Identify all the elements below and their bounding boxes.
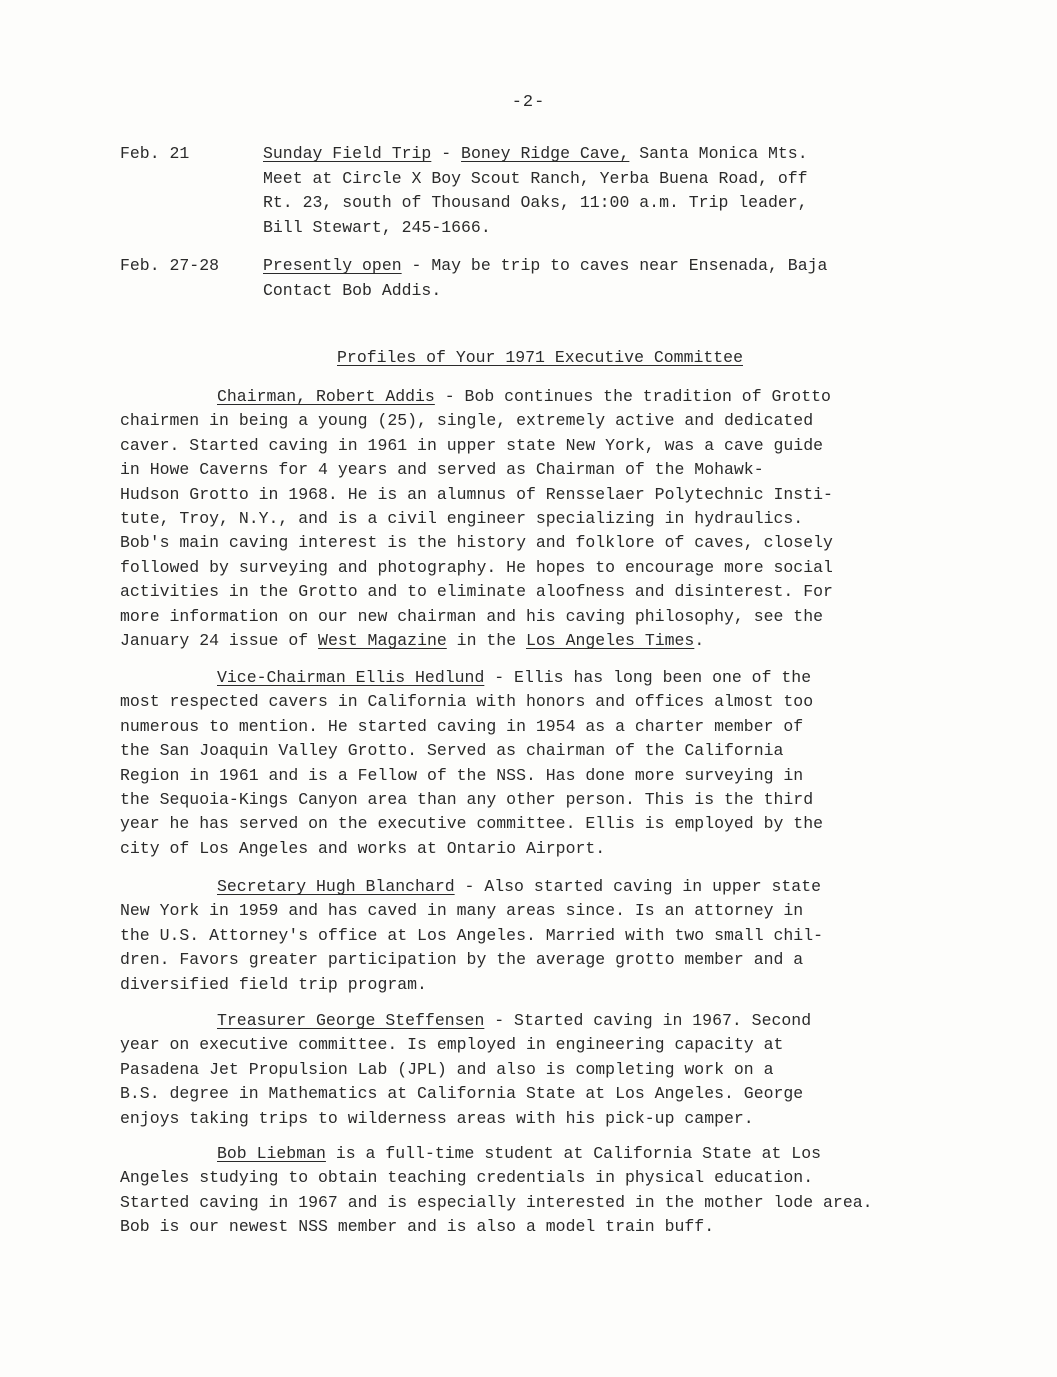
event-title: Presently open xyxy=(263,256,402,275)
profile-first-line xyxy=(120,385,950,409)
profile-line: tute, Troy, N.Y., and is a civil engineer specializing in hydraulics. xyxy=(120,509,804,529)
profile-first-rest: - Also started caving in upper state xyxy=(454,877,822,896)
profile-line: Region in 1961 and is a Fellow of the NSS. Has done more surveying in xyxy=(120,765,804,785)
event-first-rest: - May be trip to caves near Ensenada, Baja xyxy=(401,256,828,275)
event-line: Bill Stewart, 245-1666. xyxy=(263,217,491,237)
profile-vice-chairman xyxy=(120,666,950,861)
profile-line: dren. Favors greater participation by the average grotto member and a xyxy=(120,950,804,970)
profile-line: chairmen in being a young (25), single, extremely active and dedicated xyxy=(120,411,814,431)
profile-first-rest: - Started caving in 1967. Second xyxy=(484,1011,812,1030)
event-first-line xyxy=(263,142,923,167)
profile-last-line xyxy=(120,629,950,653)
profile-name: Treasurer George Steffensen xyxy=(217,1011,485,1030)
profile-line: numerous to mention. He started caving in 1954 as a charter member of xyxy=(120,716,804,736)
event-place: Boney Ridge Cave, xyxy=(461,144,630,163)
profile-line: followed by surveying and photography. He hopes to encourage more social xyxy=(120,557,833,577)
magazine-title: West Magazine xyxy=(318,631,447,651)
event-date: Feb. 21 xyxy=(120,144,190,163)
profile-line: in Howe Caverns for 4 years and served as Chairman of the Mohawk- xyxy=(120,460,764,480)
profile-first-line xyxy=(120,1142,950,1166)
profile-line: most respected cavers in California with honors and offices almost too xyxy=(120,692,814,712)
profile-last-pre: January 24 issue of xyxy=(120,631,319,651)
profile-line: more information on our new chairman and his caving philosophy, see the xyxy=(120,606,824,626)
section-title xyxy=(0,348,1057,367)
profile-first-line xyxy=(120,1009,950,1033)
event-first-line xyxy=(263,254,923,279)
profile-line: the San Joaquin Valley Grotto. Served as chairman of the California xyxy=(120,741,784,761)
profile-line: New York in 1959 and has caved in many areas since. Is an attorney in xyxy=(120,901,804,921)
event-title: Sunday Field Trip xyxy=(263,144,432,163)
profile-line: the Sequoia-Kings Canyon area than any other person. This is the third xyxy=(120,790,814,810)
profile-line: Started caving in 1967 and is especially interested in the mother lode area. xyxy=(120,1192,873,1212)
profile-line: enjoys taking trips to wilderness areas with his pick-up camper. xyxy=(120,1108,754,1128)
profile-last-mid: in the xyxy=(446,631,526,651)
profile-last-post: . xyxy=(694,631,705,651)
event-first-rest: Santa Monica Mts. xyxy=(629,144,808,163)
profile-line: year he has served on the executive committee. Ellis is employed by the xyxy=(120,814,824,834)
profile-line: Bob is our newest NSS member and is also a model train buff. xyxy=(120,1217,715,1237)
event-line: Meet at Circle X Boy Scout Ranch, Yerba Buena Road, off xyxy=(263,168,808,188)
profile-line: Hudson Grotto in 1968. He is an alumnus of Rensselaer Polytechnic Insti- xyxy=(120,484,833,504)
profile-member-bob-liebman xyxy=(120,1142,950,1240)
profile-line: the U.S. Attorney's office at Los Angeles. Married with two small chil- xyxy=(120,925,824,945)
profile-line: Pasadena Jet Propulsion Lab (JPL) and also is completing work on a xyxy=(120,1059,774,1079)
profile-secretary xyxy=(120,875,950,997)
profile-chairman xyxy=(120,385,950,653)
profile-first-rest: is a full-time student at California State at Los xyxy=(325,1144,822,1163)
event-body xyxy=(263,142,923,240)
profile-line: diversified field trip program. xyxy=(120,974,427,994)
newspaper-title: Los Angeles Times xyxy=(526,631,695,651)
profile-line: B.S. degree in Mathematics at California State at Los Angeles. George xyxy=(120,1084,804,1104)
profile-line: Bob's main caving interest is the history and folklore of caves, closely xyxy=(120,533,833,553)
profile-name: Secretary Hugh Blanchard xyxy=(217,877,455,896)
profile-treasurer xyxy=(120,1009,950,1131)
profile-first-line xyxy=(120,875,950,899)
page-number: -2- xyxy=(511,93,546,112)
profile-first-rest: - Ellis has long been one of the xyxy=(484,668,812,687)
profile-line: Angeles studying to obtain teaching credentials in physical education. xyxy=(120,1168,814,1188)
profile-line: activities in the Grotto and to eliminate aloofness and disinterest. For xyxy=(120,582,833,602)
event-date: Feb. 27-28 xyxy=(120,256,220,275)
event-separator: - xyxy=(431,144,462,163)
profile-line: city of Los Angeles and works at Ontario Airport. xyxy=(120,838,606,858)
section-title-text: Profiles of Your 1971 Executive Committee xyxy=(337,348,743,367)
profile-line: year on executive committee. Is employed in engineering capacity at xyxy=(120,1035,784,1055)
profile-first-rest: - Bob continues the tradition of Grotto xyxy=(434,387,831,406)
event-body xyxy=(263,254,923,303)
event-line: Contact Bob Addis. xyxy=(263,280,442,300)
profile-name: Chairman, Robert Addis xyxy=(217,387,435,406)
event-line: Rt. 23, south of Thousand Oaks, 11:00 a.m. Trip leader, xyxy=(263,193,808,212)
profile-name: Bob Liebman xyxy=(217,1144,326,1163)
profile-first-line xyxy=(120,666,950,690)
profile-name: Vice-Chairman Ellis Hedlund xyxy=(217,668,485,687)
profile-line: caver. Started caving in 1961 in upper state New York, was a cave guide xyxy=(120,435,824,455)
